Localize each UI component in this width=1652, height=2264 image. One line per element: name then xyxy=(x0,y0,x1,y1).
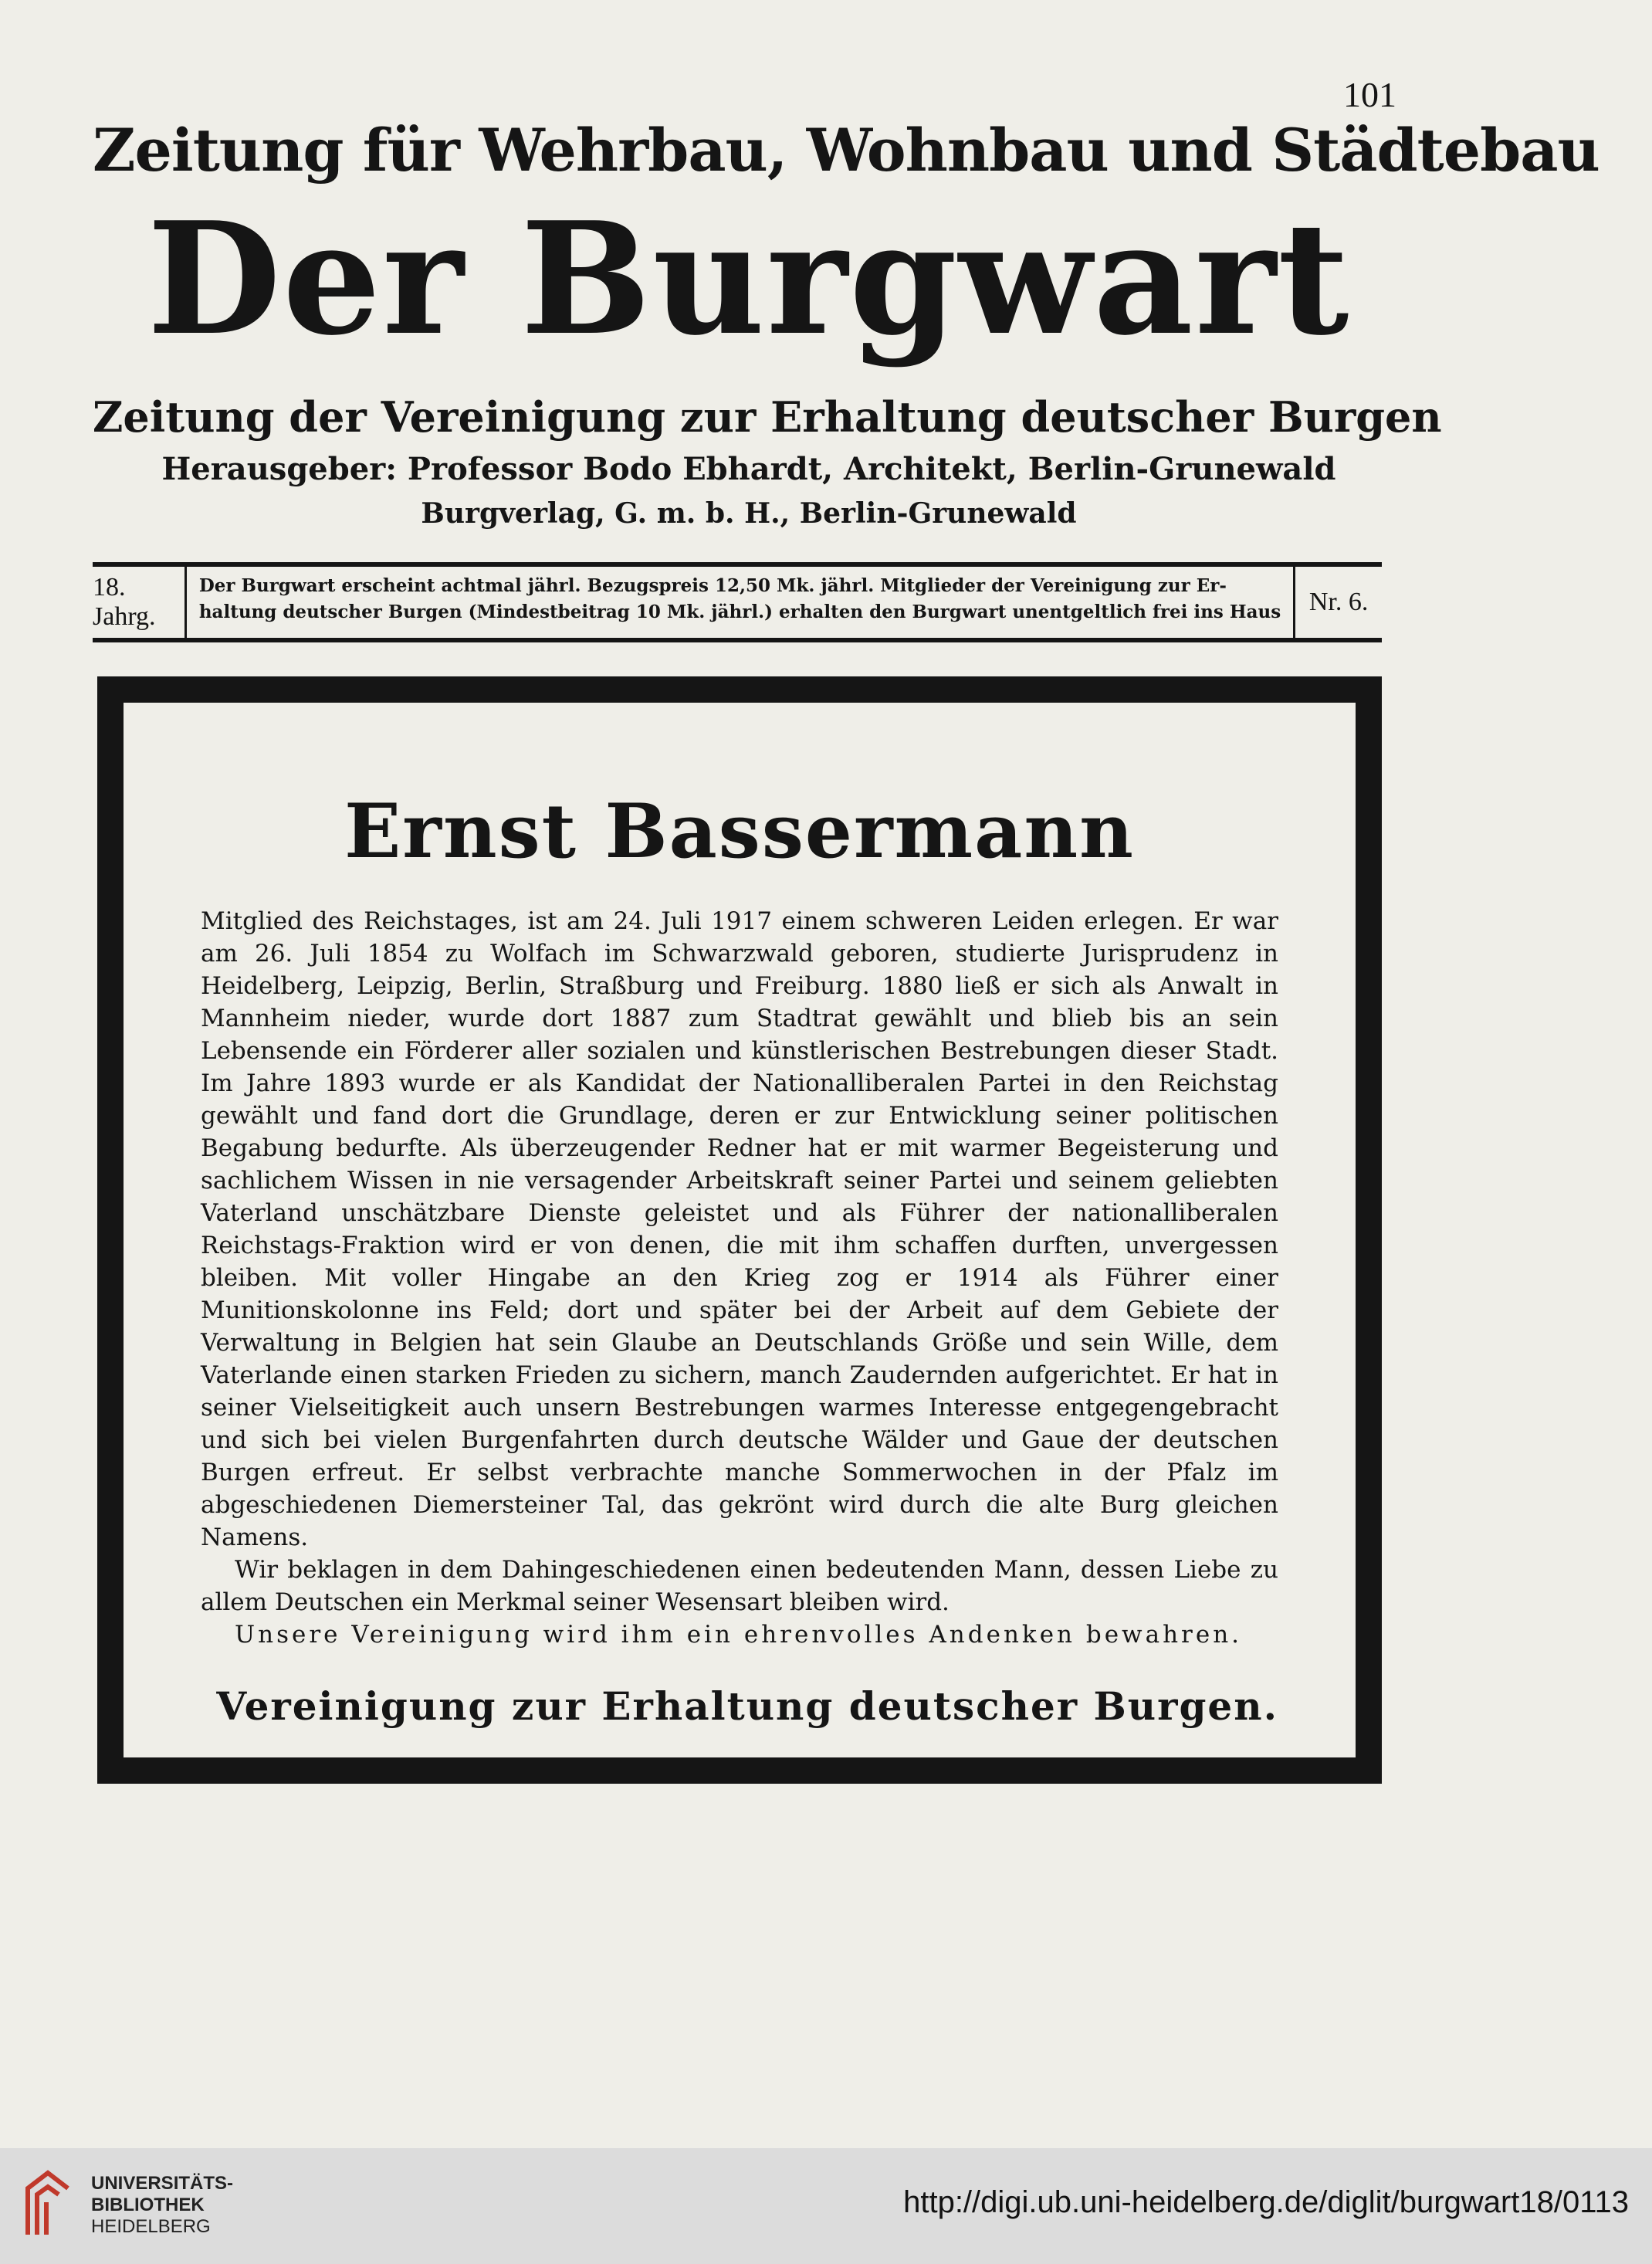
masthead-subtitle: Zeitung der Vereinigung zur Erhaltung deutscher Burgen xyxy=(93,392,1442,442)
source-url-link[interactable]: http://digi.ub.uni-heidelberg.de/diglit/burgwart18/0113 xyxy=(903,2185,1629,2219)
page-number: 101 xyxy=(1343,75,1396,114)
obituary-title: Ernst Bassermann xyxy=(344,788,1135,875)
masthead-editor: Herausgeber: Professor Bodo Ebhardt, Architekt, Berlin-Grunewald xyxy=(161,451,1336,487)
obituary-paragraph: Wir beklagen in dem Dahingeschiedenen einen bedeutenden Mann, dessen Liebe zu allem Deutschen ein Merkmal seiner Wesensart bleiben wird. xyxy=(201,1556,1278,1616)
library-logo-icon xyxy=(20,2165,76,2242)
library-name-line1: UNIVERSITÄTS- xyxy=(91,2173,234,2194)
subscription-info-line1: Der Burgwart erscheint achtmal jährl. Bezugspreis 12,50 Mk. jährl. Mitglieder der Vereinigung zur Er- xyxy=(198,575,1227,596)
obituary-body xyxy=(201,905,1278,1651)
masthead-title: Der Burgwart xyxy=(147,188,1351,370)
masthead-publisher: Burgverlag, G. m. b. H., Berlin-Grunewald xyxy=(421,497,1077,530)
library-name-line3: HEIDELBERG xyxy=(91,2216,211,2237)
subscription-info-line2: haltung deutscher Burgen (Mindestbeitrag 10 Mk. jährl.) erhalten den Burgwart unentgeltlich frei ins Haus xyxy=(198,602,1281,622)
masthead-top-line: Zeitung für Wehrbau, Wohnbau und Städtebau xyxy=(93,116,1600,185)
obituary-closing: Unsere Vereinigung wird ihm ein ehrenvolles Andenken bewahren. xyxy=(235,1621,1243,1649)
mourning-frame xyxy=(97,676,1382,1784)
library-name xyxy=(91,2173,233,2238)
issue-number: Nr. 6. xyxy=(1293,567,1382,638)
info-bar xyxy=(93,562,1382,642)
subscription-info xyxy=(187,567,1293,638)
volume-year: 18. Jahrg. xyxy=(93,567,187,638)
footer-bar xyxy=(0,2148,1652,2264)
obituary-paragraph: Mitglied des Reichstages, ist am 24. Juli 1917 einem schweren Leiden erlegen. Er war am 26. Juli 1854 zu Wolfach im Schwarzwald geboren, studierte Jurisprudenz in Heidelberg, Leipzig, Berlin, Straßburg und Freiburg. 1880 ließ er sich als Anwalt in Mannheim nieder, wurde dort 1887 zum Stadtrat gewählt und blieb bis an sein Lebensende ein Förderer aller sozialen und künstlerischen Bestrebungen dieser Stadt. Im Jahre 1893 wurde er als Kandidat der Nationalliberalen Partei in den Reichstag gewählt und fand dort die Grundlage, deren er zur Entwicklung seiner politischen Begabung bedurfte. Als überzeugender Redner hat er mit warmer Begeisterung und sachlichem Wissen in nie versagender Arbeitskraft seiner Partei und seinem geliebten Vaterland unschätzbare Dienste geleistet und als Führer der nationalliberalen Reichstags-Fraktion wird er von denen, die mit ihm schaffen durften, unvergessen bleiben. Mit voller Hingabe an den Krieg zog er 1914 als Führer einer Munitionskolonne ins Feld; dort und später bei der Arbeit auf dem Gebiete der Verwaltung in Belgien hat sein Glaube an Deutschlands Größe und sein Wille, dem Vaterlande einen starken Frieden zu sichern, manch Zaudernden aufgerichtet. Er hat in seiner Vielseitigkeit auch unsern Bestrebungen warmes Interesse entgegengebracht und sich bei vielen Burgenfahrten durch deutsche Wälder und Gaue der deutschen Burgen erfreut. Er selbst verbrachte manche Sommerwochen in der Pfalz im abgeschiedenen Diemersteiner Tal, das gekrönt wird durch die alte Burg gleichen Namens. xyxy=(201,907,1278,1551)
obituary-signature: Vereinigung zur Erhaltung deutscher Burgen. xyxy=(216,1683,1278,1729)
library-name-line2: BIBLIOTHEK xyxy=(91,2195,205,2215)
